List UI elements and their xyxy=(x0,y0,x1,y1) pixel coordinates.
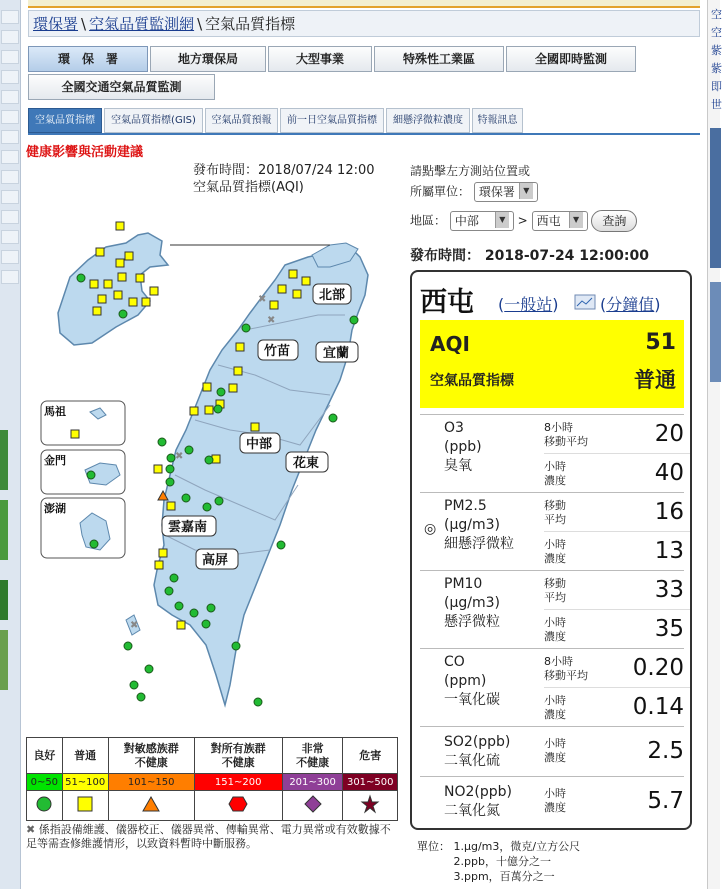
station-select[interactable] xyxy=(532,211,588,231)
maintenance-icon: ✖ xyxy=(258,294,267,305)
right-sidebar-item[interactable]: 空 xyxy=(711,26,722,39)
region-label-yilan[interactable]: 宜蘭 xyxy=(323,346,350,361)
aqi-value: 51 xyxy=(645,330,676,355)
right-sidebar-item[interactable]: 紫 xyxy=(711,62,722,75)
station-marker[interactable] xyxy=(270,301,278,309)
tab-forecast[interactable]: 空氣品質預報 xyxy=(205,108,278,133)
pollutant-name: NO2(ppb) 二氧化氮 xyxy=(444,784,512,819)
station-marker[interactable] xyxy=(114,291,122,299)
station-marker[interactable] xyxy=(159,549,167,557)
station-marker[interactable] xyxy=(71,430,79,438)
region-label-yunlin-chiayi-tainan[interactable]: 雲嘉南 xyxy=(168,520,208,535)
station-marker[interactable] xyxy=(96,248,104,256)
region-label-north[interactable]: 北部 xyxy=(319,288,346,303)
station-marker[interactable] xyxy=(203,383,211,391)
pollutant-row-so2 xyxy=(420,726,684,776)
legend-range-unhealthy: 151~200 xyxy=(194,774,282,791)
pollutant-name: PM10 (μg/m3) 懸浮微粒 xyxy=(444,576,500,630)
top-banner-edge xyxy=(28,0,700,8)
station-marker[interactable] xyxy=(329,414,337,422)
minute-values-link-text[interactable]: 分鐘值 xyxy=(606,295,655,314)
tab-aqi-gis[interactable]: 空氣品質指標(GIS) xyxy=(104,108,203,133)
station-marker[interactable] xyxy=(190,609,198,617)
right-sidebar-item[interactable]: 世 xyxy=(711,98,722,111)
station-marker[interactable] xyxy=(137,693,145,701)
station-marker[interactable] xyxy=(77,274,85,282)
agency-select-value: 環保署 xyxy=(478,185,515,199)
taiwan-island-shape xyxy=(154,245,368,705)
station-marker[interactable] xyxy=(203,503,211,511)
pollutant-sub-label: 小時 濃度 xyxy=(544,460,566,487)
station-marker[interactable] xyxy=(190,407,198,415)
station-marker[interactable] xyxy=(116,222,124,230)
legend-range-very-unhealthy: 201~300 xyxy=(282,774,343,791)
station-marker[interactable] xyxy=(167,502,175,510)
maintenance-icon: ✖ xyxy=(130,620,139,631)
area-select-value: 中部 xyxy=(454,214,479,228)
station-marker[interactable] xyxy=(229,384,237,392)
units-label: 單位： xyxy=(417,840,450,853)
pollutant-name: PM2.5 (μg/m3) 細懸浮微粒 xyxy=(444,498,514,552)
inset-label-kinmen: 金門 xyxy=(44,454,66,467)
square-icon xyxy=(76,795,94,813)
map-subtitle: 空氣品質指標(AQI) xyxy=(193,180,304,195)
pollutant-value: 13 xyxy=(654,538,684,564)
breadcrumb-separator: \ xyxy=(81,15,87,33)
aqi-legend-table xyxy=(26,737,398,821)
legend-symbol-unhealthy xyxy=(194,791,282,821)
station-marker[interactable] xyxy=(242,324,250,332)
nav-traffic-air-quality-button[interactable]: 全國交通空氣品質監測 xyxy=(28,74,215,100)
health-advice-link[interactable]: 健康影響與活動建議 xyxy=(26,145,144,160)
station-marker[interactable] xyxy=(254,698,262,706)
station-marker[interactable] xyxy=(182,494,190,502)
legend-symbol-hazardous xyxy=(343,791,398,821)
right-sidebar-item[interactable]: 紫 xyxy=(711,44,722,57)
station-marker[interactable] xyxy=(119,310,127,318)
station-marker[interactable] xyxy=(98,295,106,303)
station-marker[interactable] xyxy=(177,621,185,629)
station-marker[interactable] xyxy=(251,423,259,431)
legend-symbol-good xyxy=(27,791,63,821)
maintenance-note-text: 係指設備維護、儀器校正、儀器異常、傳輸異常、電力異常或有效數據不足等需查修維護情形，以致資料暫時中斷服務。 xyxy=(26,823,391,850)
station-marker[interactable] xyxy=(129,298,137,306)
nav-local-epa-button[interactable]: 地方環保局 xyxy=(150,46,266,72)
pollutant-row-o3 xyxy=(420,414,684,492)
units-legend xyxy=(417,839,580,884)
station-type-link-text[interactable]: 一般站 xyxy=(504,295,553,314)
station-marker[interactable] xyxy=(293,290,301,298)
pollutant-row-pm10 xyxy=(420,570,684,648)
station-marker[interactable] xyxy=(232,642,240,650)
star-icon xyxy=(360,795,380,813)
pollutant-value: 20 xyxy=(654,421,684,447)
card-publish-time: 發布時間： 2018-07-24 12:00:00 xyxy=(410,248,649,264)
station-marker[interactable] xyxy=(278,285,286,293)
station-marker[interactable] xyxy=(130,681,138,689)
station-marker[interactable] xyxy=(116,259,124,267)
pollutant-sub-label: 小時 濃度 xyxy=(544,737,566,764)
pollutant-value: 2.5 xyxy=(647,738,684,764)
maintenance-icon: ✖ xyxy=(267,315,276,326)
nav-epa-button[interactable]: 環 保 署 xyxy=(28,46,148,72)
legend-header-very-unhealthy: 非常 不健康 xyxy=(282,738,343,774)
tab-alerts[interactable]: 特報訊息 xyxy=(472,108,523,133)
diamond-icon xyxy=(304,795,322,813)
region-label-kaohsiung-pingtung[interactable]: 高屏 xyxy=(202,553,229,568)
pollutant-value: 35 xyxy=(654,616,684,642)
left-sidebar-strip xyxy=(0,0,21,889)
inset-label-matsu: 馬祖 xyxy=(44,405,66,418)
pollutant-sub-label: 小時 濃度 xyxy=(544,616,566,643)
legend-range-hazardous: 301~500 xyxy=(343,774,398,791)
pollutant-sub-label: 8小時 移動平均 xyxy=(544,655,588,682)
right-sidebar-item[interactable]: 空 xyxy=(711,8,722,21)
station-marker[interactable] xyxy=(125,252,133,260)
legend-range-good: 0~50 xyxy=(27,774,63,791)
station-marker[interactable] xyxy=(217,388,225,396)
station-type-link[interactable]: (一般站) xyxy=(498,295,559,314)
station-marker[interactable] xyxy=(289,270,297,278)
station-marker[interactable] xyxy=(166,465,174,473)
station-marker[interactable] xyxy=(167,454,175,462)
tab-previous-day[interactable]: 前一日空氣品質指標 xyxy=(280,108,384,133)
area-label: 地區： xyxy=(410,213,447,228)
pollutant-value: 0.20 xyxy=(632,655,684,681)
circle-icon xyxy=(35,795,53,813)
breadcrumb xyxy=(28,10,700,37)
pollutant-value: 5.7 xyxy=(647,788,684,814)
pollutant-name: O3 (ppb) 臭氧 xyxy=(444,420,482,474)
station-marker[interactable] xyxy=(236,343,244,351)
agency-label: 所屬單位： xyxy=(410,184,471,199)
minute-values-link[interactable]: (分鐘值) xyxy=(600,295,661,314)
legend-header-moderate: 普通 xyxy=(62,738,108,774)
station-aqi-card xyxy=(410,270,692,830)
legend-header-unhealthy: 對所有族群 不健康 xyxy=(194,738,282,774)
aqi-status-value: 普通 xyxy=(634,368,676,392)
maintenance-note xyxy=(26,823,398,851)
station-marker[interactable] xyxy=(175,602,183,610)
unit-line: 2.ppb，十億分之一 xyxy=(453,855,551,868)
pollutant-name: SO2(ppb) 二氧化硫 xyxy=(444,734,511,769)
chevron-down-icon: ▼ xyxy=(569,212,583,228)
publish-time: 發布時間：2018/07/24 12:00 xyxy=(193,163,375,178)
pollutant-value: 0.14 xyxy=(632,694,684,720)
tab-pm25[interactable]: 細懸浮微粒濃度 xyxy=(386,108,470,133)
legend-header-good: 良好 xyxy=(27,738,63,774)
area-select[interactable] xyxy=(450,211,514,231)
region-label-hualien-taitung[interactable]: 花東 xyxy=(293,456,320,471)
station-marker[interactable] xyxy=(142,298,150,306)
station-marker[interactable] xyxy=(185,446,193,454)
station-marker[interactable] xyxy=(166,478,174,486)
station-marker[interactable] xyxy=(104,280,112,288)
legend-range-moderate: 51~100 xyxy=(62,774,108,791)
station-marker[interactable] xyxy=(150,287,158,295)
pollutant-sub-label: 小時 濃度 xyxy=(544,694,566,721)
taiwan-aqi-map[interactable] xyxy=(30,205,390,725)
chevron-down-icon: ▼ xyxy=(519,183,533,199)
nav-large-business-button[interactable]: 大型事業 xyxy=(268,46,372,72)
unit-line: 3.ppm，百萬分之一 xyxy=(453,870,555,883)
pollutant-row-co xyxy=(420,648,684,726)
pollutant-sub-label: 8小時 移動平均 xyxy=(544,421,588,448)
chevron-down-icon: ▼ xyxy=(495,212,509,228)
station-marker[interactable] xyxy=(214,405,222,413)
station-marker[interactable] xyxy=(207,604,215,612)
pollutant-value: 33 xyxy=(654,577,684,603)
legend-symbol-moderate xyxy=(62,791,108,821)
right-sidebar-strip xyxy=(707,0,720,889)
aqi-summary xyxy=(420,320,684,408)
aqi-label: AQI xyxy=(430,332,470,356)
pollutant-sub-label: 移動 平均 xyxy=(544,577,566,604)
pollutant-row-no2 xyxy=(420,776,684,828)
station-select-value: 西屯 xyxy=(536,214,561,228)
chart-icon[interactable] xyxy=(574,294,596,314)
breadcrumb-epa-link[interactable]: 環保署 xyxy=(33,15,79,33)
primary-pollutant-icon: ◎ xyxy=(424,521,437,537)
station-marker[interactable] xyxy=(350,316,358,324)
pollutant-sub-label: 移動 平均 xyxy=(544,499,566,526)
station-marker[interactable] xyxy=(90,540,98,548)
station-marker[interactable] xyxy=(154,465,162,473)
pollutant-row-pm25 xyxy=(420,492,684,570)
station-marker[interactable] xyxy=(124,642,132,650)
station-marker[interactable] xyxy=(205,406,213,414)
region-label-central[interactable]: 中部 xyxy=(246,437,273,452)
legend-symbol-sensitive xyxy=(108,791,194,821)
breadcrumb-current: 空氣品質指標 xyxy=(205,15,296,33)
station-marker[interactable] xyxy=(158,438,166,446)
tab-underline xyxy=(28,133,700,135)
station-name: 西屯 xyxy=(420,287,474,318)
station-marker[interactable] xyxy=(205,456,213,464)
triangle-icon xyxy=(141,795,161,813)
nav-national-realtime-button[interactable]: 全國即時監測 xyxy=(506,46,636,72)
unit-line: 1.μg/m3，微克/立方公尺 xyxy=(453,840,581,853)
station-marker[interactable] xyxy=(234,367,242,375)
legend-range-sensitive: 101~150 xyxy=(108,774,194,791)
maintenance-icon: ✖ xyxy=(175,451,184,462)
station-marker[interactable] xyxy=(93,307,101,315)
legend-header-sensitive: 對敏感族群 不健康 xyxy=(108,738,194,774)
hexagon-icon xyxy=(228,795,248,813)
aqi-status-label: 空氣品質指標 xyxy=(430,373,514,389)
publish-time-block xyxy=(193,162,375,196)
breadcrumb-monitoring-link[interactable]: 空氣品質監測網 xyxy=(89,15,195,33)
right-sidebar-item[interactable]: 即 xyxy=(711,80,722,93)
pollutant-name: CO (ppm) 一氧化碳 xyxy=(444,654,500,708)
station-marker[interactable] xyxy=(165,587,173,595)
legend-symbol-very-unhealthy xyxy=(282,791,343,821)
maintenance-icon: ✖ xyxy=(26,823,36,836)
breadcrumb-separator: \ xyxy=(197,15,203,33)
query-button[interactable]: 查詢 xyxy=(591,210,637,232)
pollutant-value: 40 xyxy=(654,460,684,486)
region-label-hsinchu-miaoli[interactable]: 竹苗 xyxy=(264,344,291,359)
station-marker[interactable] xyxy=(170,574,178,582)
station-marker[interactable] xyxy=(202,620,210,628)
tab-aqi[interactable]: 空氣品質指標 xyxy=(28,108,102,133)
legend-header-hazardous: 危害 xyxy=(343,738,398,774)
pollutant-value: 16 xyxy=(654,499,684,525)
station-marker[interactable] xyxy=(136,274,144,282)
station-query-form xyxy=(410,162,637,236)
station-marker[interactable] xyxy=(302,277,310,285)
nav-industrial-zone-button[interactable]: 特殊性工業區 xyxy=(374,46,504,72)
agency-select[interactable] xyxy=(474,182,538,202)
pollutant-sub-label: 小時 濃度 xyxy=(544,538,566,565)
station-marker[interactable] xyxy=(90,280,98,288)
query-prompt: 請點擊左方測站位置或 xyxy=(410,164,531,178)
pollutant-sub-label: 小時 濃度 xyxy=(544,787,566,814)
station-marker[interactable] xyxy=(145,665,153,673)
station-marker[interactable] xyxy=(118,273,126,281)
station-marker[interactable] xyxy=(87,471,95,479)
station-marker[interactable] xyxy=(277,541,285,549)
area-station-separator: > xyxy=(517,213,528,228)
station-marker[interactable] xyxy=(155,561,163,569)
inset-label-penghu: 澎湖 xyxy=(44,502,66,515)
station-marker[interactable] xyxy=(215,497,223,505)
